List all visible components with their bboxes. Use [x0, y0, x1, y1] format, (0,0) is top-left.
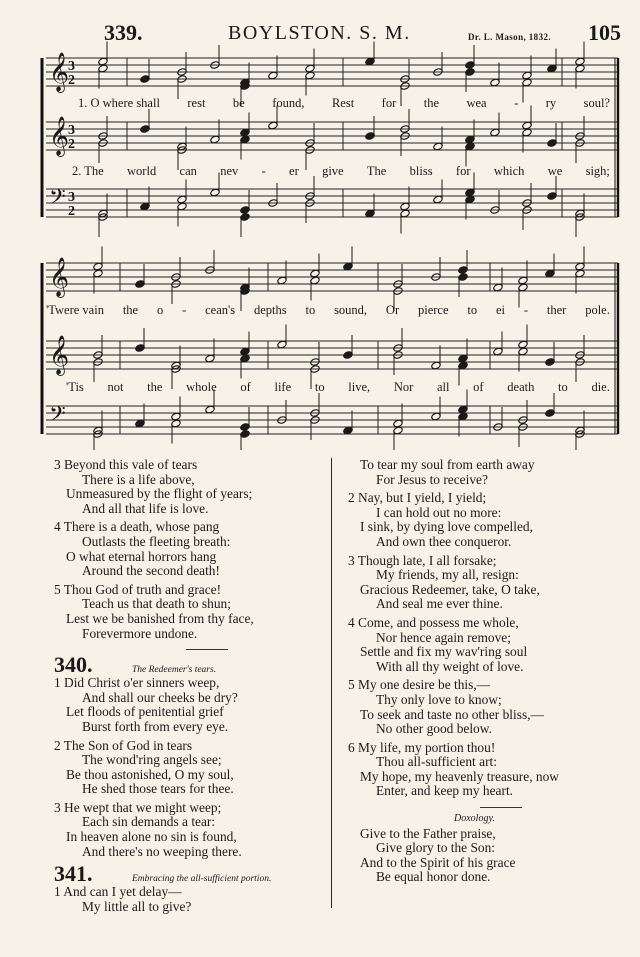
lyric-line-system1-verse2 [72, 164, 610, 179]
lyric-syllable: Nor [393, 380, 414, 394]
lyric-syllable: which [493, 164, 525, 178]
stanza-line: With all thy weight of love. [376, 658, 524, 674]
stanza-line: To tear my soul from earth away [360, 457, 535, 472]
lyric-line-system1-verse1 [78, 96, 610, 111]
right-column-text [348, 458, 608, 889]
stanza-line: Around the second death! [82, 563, 220, 579]
stanza-gap [54, 914, 324, 918]
stanza-line: My friends, my all, resign: [376, 567, 519, 583]
treble-clef: 𝄞 [49, 52, 70, 92]
time-signature-digit: 3 [68, 123, 75, 138]
stanza-line: Each sin demands a tear: [82, 814, 216, 830]
lyric-syllable: sigh; [585, 164, 610, 178]
hymn-title: Embracing the all-sufficient portion. [132, 874, 272, 885]
lyric-syllable: ry [545, 96, 557, 110]
lyric-syllable: pole. [585, 303, 610, 317]
lyric-syllable: sound, [334, 303, 368, 317]
lyric-line-system2-verse2 [66, 380, 610, 395]
lyric-syllable: ei [495, 303, 505, 317]
stanza-line: 3 Though late, I all forsake; [348, 552, 497, 568]
lyric-syllable: for [381, 96, 397, 110]
lyric-line-system2-verse1 [46, 303, 610, 318]
stanza-line: Unmeasured by the flight of years; [66, 486, 253, 502]
lyric-syllable: the [423, 96, 439, 110]
stanza-line: And own thee conqueror. [376, 533, 512, 549]
stanza-line: Settle and fix my wav'ring soul [360, 644, 528, 660]
hymn-heading [54, 863, 324, 885]
lyric-syllable: live, [348, 380, 371, 394]
stanza-line: 1 And can I yet delay— [54, 884, 182, 900]
stanza-line: There is a life above, [82, 471, 195, 487]
treble-clef: 𝄞 [49, 335, 70, 375]
lyric-syllable: bliss [409, 164, 433, 178]
lyric-syllable: to [305, 303, 316, 317]
time-signature-digit: 3 [68, 190, 75, 205]
lyric-syllable: be [232, 96, 245, 110]
stanza-line: The wond'ring angels see; [82, 752, 222, 768]
stanza-line: Forevermore undone. [82, 625, 198, 641]
stanza-line: 3 Beyond this vale of tears [54, 457, 198, 472]
time-signature-digit: 2 [68, 73, 75, 88]
lyric-syllable: 'Tis [66, 380, 84, 394]
tune-name: BOYLSTON. S. M. [228, 22, 411, 44]
stanza-line: In heaven alone no sin is found, [66, 829, 237, 845]
doxology-heading: Doxology. [454, 813, 495, 825]
lyric-syllable: The [366, 164, 387, 178]
lyric-syllable: we [547, 164, 563, 178]
stanza-line: Outlasts the fleeting breath: [82, 533, 231, 549]
lyric-syllable: the [122, 303, 139, 317]
stanza-line: And to the Spirit of his grace [360, 854, 516, 870]
lyric-syllable: death [507, 380, 535, 394]
stanza-line: 5 Thou God of truth and grace! [54, 581, 222, 597]
lyric-syllable: whole [186, 380, 217, 394]
lyric-syllable: cean's [205, 303, 236, 317]
stanza-line: O what eternal horrors hang [66, 548, 217, 564]
stanza-line: Gracious Redeemer, take, O take, [360, 581, 540, 597]
lyric-syllable: to [467, 303, 478, 317]
column-divider [331, 458, 332, 908]
stanza-line: 1 Did Christ o'er sinners weep, [54, 675, 220, 691]
lyric-syllable: pierce [417, 303, 449, 317]
stanza-line: Be equal honor done. [376, 869, 491, 885]
lyric-syllable: Rest [331, 96, 355, 110]
section-rule [186, 649, 228, 650]
lyric-syllable: for [455, 164, 471, 178]
stanza-line: 5 My one desire be this,— [348, 677, 491, 693]
lyric-syllable: ther [546, 303, 567, 317]
lyric-syllable: of [240, 380, 251, 394]
lyric-syllable: Or [385, 303, 400, 317]
lyric-syllable: all [436, 380, 450, 394]
treble-clef: 𝄞 [49, 257, 70, 297]
lyric-syllable: 2. The [72, 164, 104, 178]
stanza-line: I sink, by dying love compelled, [360, 519, 533, 535]
lyric-syllable: rest [187, 96, 206, 110]
stanza-line: For Jesus to receive? [376, 471, 488, 487]
lyric-syllable: to [558, 380, 568, 394]
stanza-line: My little all to give? [82, 898, 192, 914]
stanza-line: Lest we be banished from thy face, [66, 610, 254, 626]
stanza-line: Thou all-sufficient art: [376, 754, 497, 770]
stanza-line: Teach us that death to shun; [82, 596, 231, 612]
left-column-text [54, 458, 324, 918]
lyric-syllable: can [179, 164, 197, 178]
stanza-line: Be thou astonished, O my soul, [66, 766, 234, 782]
section-rule [480, 807, 522, 808]
hymn-title: The Redeemer's tears. [132, 665, 217, 676]
stanza-line: To seek and taste no other bliss,— [360, 706, 544, 722]
lyric-syllable: depths [253, 303, 287, 317]
lyric-syllable: life [274, 380, 292, 394]
hymn-number: 340. [54, 652, 93, 678]
lyric-syllable: o [156, 303, 164, 317]
lyric-syllable: give [322, 164, 344, 178]
lyric-syllable: soul? [583, 96, 610, 110]
stanza-line: 4 There is a death, whose pang [54, 519, 220, 535]
stanza-line: And there's no weeping there. [82, 843, 242, 859]
time-signature-digit: 2 [68, 137, 75, 152]
lyric-syllable: wea [466, 96, 487, 110]
lyric-syllable: er [289, 164, 299, 178]
stanza-line: My hope, my heavenly treasure, now [360, 768, 559, 784]
stanza-line: And seal me ever thine. [376, 596, 503, 612]
lyric-syllable: to [314, 380, 325, 394]
stanza-line: 3 He wept that we might weep; [54, 799, 222, 815]
stanza-gap [348, 799, 608, 803]
page-number: 105 [588, 20, 621, 45]
lyric-syllable: the [147, 380, 163, 394]
stanza-gap [348, 885, 608, 889]
hymn-heading [54, 654, 324, 676]
stanza-line: 2 The Son of God in tears [54, 737, 193, 753]
bass-clef: 𝄢 [49, 185, 66, 215]
lyric-syllable: of [473, 380, 484, 394]
lyric-syllable: 'Twere vain [46, 303, 104, 317]
stanza-line: Give to the Father praise, [360, 825, 496, 841]
stanza-line: 6 My life, my portion thou! [348, 739, 496, 755]
lyric-syllable: not [107, 380, 124, 394]
stanza-line: Let floods of penitential grief [66, 704, 224, 720]
stanza-line: Enter, and keep my heart. [376, 783, 514, 799]
lyric-syllable: nev [220, 164, 239, 178]
stanza-line: And all that life is love. [82, 500, 209, 516]
stanza-line: I can hold out no more: [376, 504, 502, 520]
hymn-number: 341. [54, 861, 93, 887]
time-signature-digit: 2 [68, 204, 75, 219]
lyric-syllable: die. [591, 380, 610, 394]
stanza-line: Burst forth from every eye. [82, 718, 229, 734]
treble-clef: 𝄞 [49, 116, 70, 156]
lyric-syllable: - [514, 96, 519, 110]
lyric-syllable: - [523, 303, 529, 317]
lyric-syllable: found, [272, 96, 305, 110]
hymn-number: 339. [104, 20, 143, 45]
stanza-gap [54, 641, 324, 645]
lyric-syllable: world [127, 164, 157, 178]
bass-clef: 𝄢 [49, 402, 66, 432]
lyric-syllable: 1. O where shall [78, 96, 160, 110]
stanza-line: Give glory to the Son: [376, 840, 496, 856]
stanza-line: 2 Nay, but I yield, I yield; [348, 490, 487, 506]
stanza-line: And shall our cheeks be dry? [82, 689, 238, 705]
lyric-syllable: - [182, 303, 187, 317]
lyric-syllable: - [261, 164, 266, 178]
stanza-line: Thy only love to know; [376, 691, 502, 707]
stanza-line: Nor hence again remove; [376, 629, 511, 645]
composer: Dr. L. Mason, 1832. [468, 32, 552, 42]
time-signature-digit: 3 [68, 59, 75, 74]
stanza-line: No other good below. [376, 721, 492, 737]
stanza-line: 4 Come, and possess me whole, [348, 614, 519, 630]
stanza-line: He shed those tears for thee. [82, 781, 234, 797]
